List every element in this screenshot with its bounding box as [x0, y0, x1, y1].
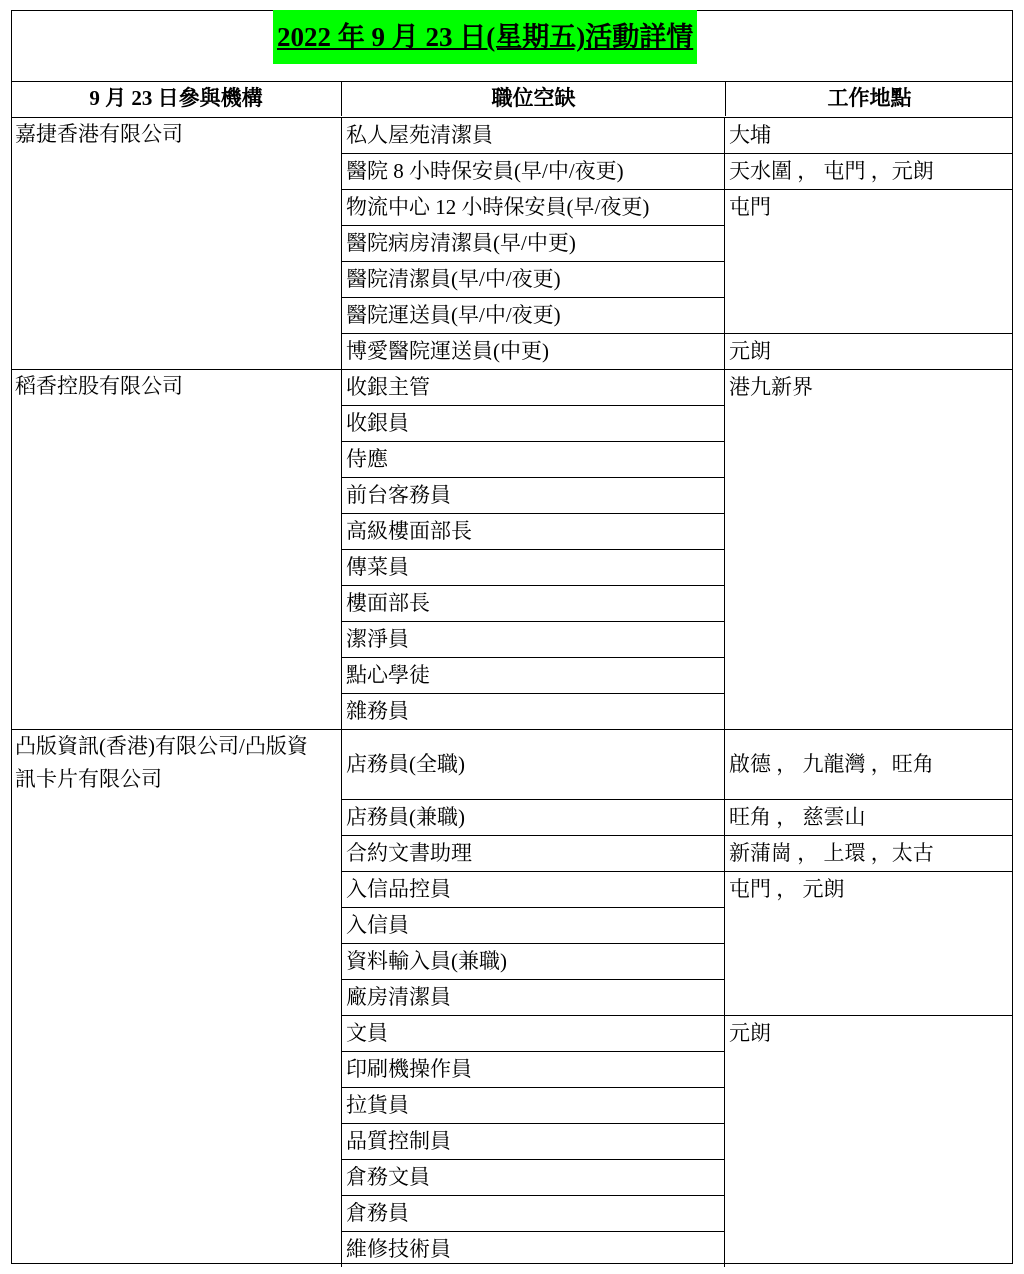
job-title: 拉貨員 — [341, 1087, 725, 1123]
job-title: 博愛醫院運送員(中更) — [341, 333, 725, 369]
work-location: 新蒲崗 ， 上環 ，太古 — [725, 835, 1013, 871]
header-org: 9 月 23 日參與機構 — [89, 86, 263, 110]
job-title: 傳菜員 — [341, 549, 725, 585]
job-title: 店務員(兼職) — [341, 799, 725, 835]
job-title: 收銀員 — [341, 405, 725, 441]
job-title: 資料輸入員(兼職) — [341, 943, 725, 979]
org-name: 凸版資訊(香港)有限公司/凸版資訊卡片有限公司 — [11, 729, 341, 1267]
job-title: 雜務員 — [341, 693, 725, 729]
work-location: 屯門 ， 元朗 — [725, 871, 1013, 1015]
job-title: 醫院 8 小時保安員(早/中/夜更) — [341, 153, 725, 189]
job-title: 醫院運送員(早/中/夜更) — [341, 297, 725, 333]
job-title: 高級樓面部長 — [341, 513, 725, 549]
job-title: 印刷機操作員 — [341, 1051, 725, 1087]
job-title: 入信品控員 — [341, 871, 725, 907]
header-location: 工作地點 — [725, 82, 1013, 116]
org-name: 嘉捷香港有限公司 — [11, 117, 341, 369]
job-title: 前台客務員 — [341, 477, 725, 513]
job-title: 維修技術員 — [341, 1231, 725, 1267]
job-title: 私人屋苑清潔員 — [341, 117, 725, 153]
job-title: 倉務文員 — [341, 1159, 725, 1195]
job-title: 醫院清潔員(早/中/夜更) — [341, 261, 725, 297]
job-title: 廠房清潔員 — [341, 979, 725, 1015]
job-title: 倉務員 — [341, 1195, 725, 1231]
job-title: 醫院病房清潔員(早/中更) — [341, 225, 725, 261]
job-title: 樓面部長 — [341, 585, 725, 621]
job-title: 店務員(全職) — [341, 729, 725, 799]
job-title: 文員 — [341, 1015, 725, 1051]
work-location: 大埔 — [725, 117, 1013, 153]
job-title: 潔淨員 — [341, 621, 725, 657]
work-location: 港九新界 — [725, 369, 1013, 729]
work-location: 元朗 — [725, 333, 1013, 369]
work-location: 天水圍 ， 屯門 ，元朗 — [725, 153, 1013, 189]
job-table — [11, 10, 1013, 1264]
org-name: 稻香控股有限公司 — [11, 369, 341, 729]
job-title: 合約文書助理 — [341, 835, 725, 871]
work-location: 旺角 ， 慈雲山 — [725, 799, 1013, 835]
job-title: 物流中心 12 小時保安員(早/夜更) — [341, 189, 725, 225]
work-location: 啟德 ， 九龍灣 ，旺角 — [725, 729, 1013, 799]
title-row — [11, 10, 1013, 82]
job-title: 品質控制員 — [341, 1123, 725, 1159]
job-title: 點心學徒 — [341, 657, 725, 693]
work-location: 屯門 — [725, 189, 1013, 333]
work-location: 元朗 — [725, 1015, 1013, 1267]
header-job: 職位空缺 — [341, 82, 725, 116]
job-title: 侍應 — [341, 441, 725, 477]
job-title: 收銀主管 — [341, 369, 725, 405]
page-title: 2022 年 9 月 23 日(星期五)活動詳情 — [273, 10, 697, 64]
job-title: 入信員 — [341, 907, 725, 943]
